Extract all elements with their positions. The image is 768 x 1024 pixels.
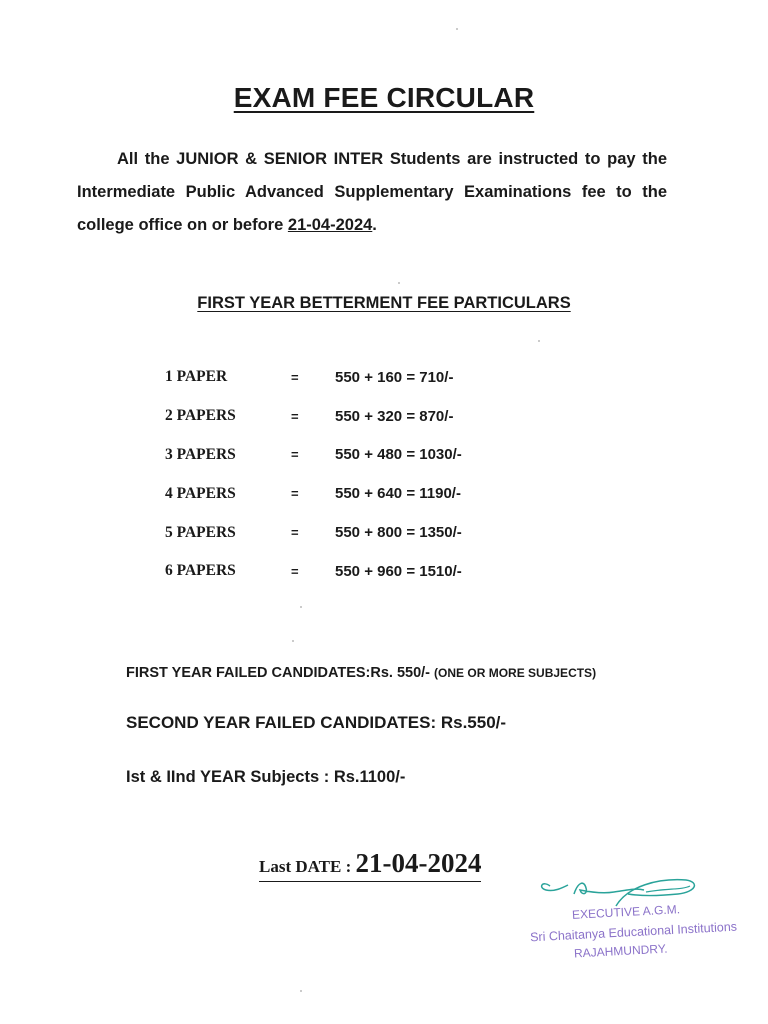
fee-equals: =: [291, 408, 299, 424]
fee-row: [165, 358, 462, 397]
intro-date: 21-04-2024: [287, 216, 373, 234]
fee-papers: 2 PAPERS: [165, 407, 236, 425]
fee-amount: 550 + 480 = 1030/-: [335, 446, 462, 464]
fee-equals: =: [291, 369, 299, 385]
fee-equals: =: [291, 525, 299, 541]
fee-row: [165, 397, 462, 436]
last-date-label: Last DATE :: [259, 857, 356, 876]
fee-papers: 1 PAPER: [165, 368, 228, 386]
section-heading: FIRST YEAR BETTERMENT FEE PARTICULARS: [197, 294, 571, 312]
stamp-line2: Sri Chaitanya Educational Institutions: [529, 919, 738, 945]
last-date: [259, 848, 481, 882]
intro-text: All the JUNIOR & SENIOR INTER Students are instructed to pay the Intermediate Public Advanced Supplementary Examinations fee to the college office on or before: [77, 150, 667, 234]
fee-row: [165, 474, 462, 513]
scan-speck: [398, 282, 400, 284]
fee-amount: 550 + 160 = 710/-: [335, 368, 454, 386]
office-stamp: [528, 872, 763, 962]
last-date-value: 21-04-2024: [355, 848, 482, 878]
stamp-line3: RAJAHMUNDRY.: [573, 941, 668, 961]
intro-end: .: [372, 216, 377, 234]
fee-row: [165, 552, 462, 591]
fee-equals: =: [291, 486, 299, 502]
fee-amount: 550 + 640 = 1190/-: [335, 485, 461, 503]
fee-row: [165, 436, 462, 475]
stamp-line1: EXECUTIVE A.G.M.: [571, 902, 681, 922]
fee-equals: =: [291, 447, 299, 463]
second-year-failed-line: SECOND YEAR FAILED CANDIDATES: Rs.550/-: [126, 713, 507, 732]
page-title: EXAM FEE CIRCULAR: [233, 82, 535, 113]
scan-speck: [300, 606, 302, 608]
fee-row: [165, 513, 462, 552]
fee-table: [165, 358, 462, 591]
fee-papers: 4 PAPERS: [165, 484, 236, 502]
scan-speck: [292, 640, 294, 642]
fee-amount: 550 + 960 = 1510/-: [335, 562, 462, 580]
fee-equals: =: [291, 563, 299, 579]
fee-papers: 3 PAPERS: [165, 445, 236, 463]
scan-speck: [456, 28, 458, 30]
scan-speck: [300, 990, 302, 992]
first-year-failed-note: (ONE OR MORE SUBJECTS): [434, 666, 597, 680]
first-year-failed-line: [126, 665, 596, 681]
fee-papers: 6 PAPERS: [165, 562, 236, 580]
scan-speck: [538, 340, 540, 342]
first-year-failed-fee: FIRST YEAR FAILED CANDIDATES:Rs. 550/-: [126, 665, 431, 681]
fee-amount: 550 + 800 = 1350/-: [335, 524, 462, 542]
fee-papers: 5 PAPERS: [165, 523, 236, 541]
both-years-line: Ist & IInd YEAR Subjects : Rs.1100/-: [126, 768, 406, 786]
fee-amount: 550 + 320 = 870/-: [335, 407, 454, 425]
intro-paragraph: [77, 143, 667, 242]
